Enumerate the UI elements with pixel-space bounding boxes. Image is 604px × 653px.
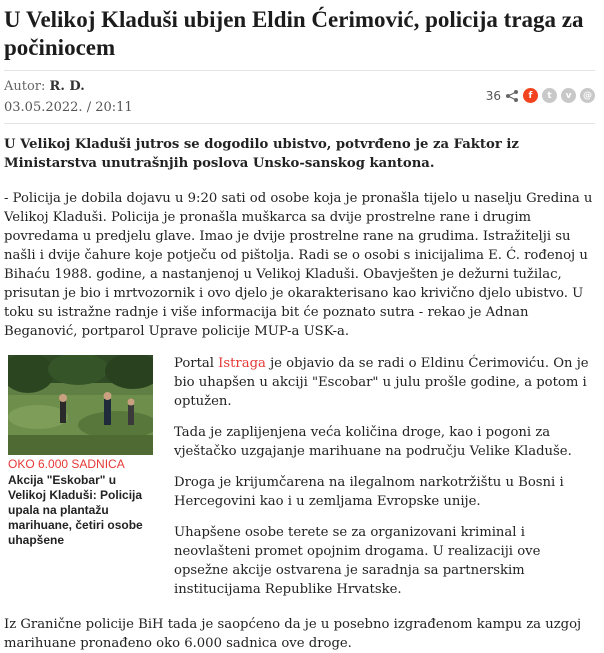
article-paragraph: Iz Granične policije BiH tada je saopćeno da je u posebno izgrađenom kampu za uzgoj marihuane pronađeno oko 6.000 sadnica ove droge. (4, 617, 582, 651)
article-paragraph: Droga je krijumčarena na ilegalnom narkotržištu u Bosni i Hercegovini kao i u zemljama Evropske unije. (174, 475, 564, 509)
article-paragraph: - Policija je dobila dojavu u 9:20 sati od osobe koja je pronašla tijelo u naselju Gredina u Velikoj Kladuši. Policija je pronašla muškarca sa dvije prostrelne rane i drugim povredama u predjelu glave. Imao je dvije prostrelne rane na grudima. Istražitelji su našli i dvije čahure koje potječu od pištolja. Radi se o osobi s inicijalima E. Ć. rođenoj u Bihaću 1988. godine, a nastanjenoj u Velikoj Kladuši. Obavješten je dežurni tužilac, prisutan je bio i mrtvozornik i ovo djelo je okarakterisano kao krivično djelo ubistvo. U toku su istražne radnje i više informacija bit će poznato sutra - rekao je Adnan Beganović, portparol Uprave policije MUP-a USK-a. (4, 191, 593, 339)
paragraph-text: je objavio da se radi o Eldinu Ćerimoviću. On je bio uhapšen u akciji "Escobar" u julu prošle godine, a potom i optužen. (174, 356, 589, 409)
article-paragraph: Tada je zaplijenjena veća količina droge, kao i pogoni za vještačko uzgajanje marihuane na području Velike Kladuše. (174, 425, 572, 459)
email-icon[interactable]: @ (580, 88, 595, 103)
article-meta (4, 71, 595, 123)
twitter-icon[interactable]: t (542, 88, 557, 103)
plantation-photo (8, 355, 153, 455)
paragraph-text: Portal (174, 356, 219, 371)
article-title: U Velikoj Kladuši ubijen Eldin Ćerimović, policija traga za počiniocem (4, 7, 584, 60)
istraga-link[interactable]: Istraga (218, 356, 266, 371)
author-label: Autor: (4, 79, 46, 94)
share-icon[interactable] (505, 89, 519, 103)
divider (4, 123, 595, 124)
facebook-icon[interactable]: f (523, 88, 538, 103)
publish-date: 03.05.2022. / 20:11 (4, 100, 133, 115)
article-paragraph: Uhapšene osobe terete se za organizovani kriminal i neovlašteni promet opojnim drogama. U realizaciji ove opsežne akcije ostvarena je saradnja sa partnerskim institucijama Republike Hrvatske. (174, 525, 541, 597)
related-article-tag: OKO 6.000 SADNICA (8, 457, 125, 471)
related-article-card[interactable] (8, 355, 153, 611)
article-paragraph (174, 354, 595, 411)
article-side-column (174, 355, 595, 611)
viber-icon[interactable]: v (561, 88, 576, 103)
content-row (4, 355, 595, 611)
share-bar (486, 88, 595, 103)
article (0, 6, 604, 653)
article-lead: U Velikoj Kladuši jutros se dogodilo ubistvo, potvrđeno je za Faktor iz Ministarstva unutrašnjih poslova Unsko-sanskog kantona. (4, 137, 519, 171)
related-article-title[interactable]: Akcija "Eskobar" u Velikoj Kladuši: Policija upala na plantažu marihuane, četiri osobe uhapšene (8, 473, 143, 547)
author-name[interactable]: R. D. (49, 79, 85, 94)
related-article-image[interactable] (8, 355, 153, 455)
share-count: 36 (485, 88, 501, 103)
author-line (4, 79, 85, 94)
